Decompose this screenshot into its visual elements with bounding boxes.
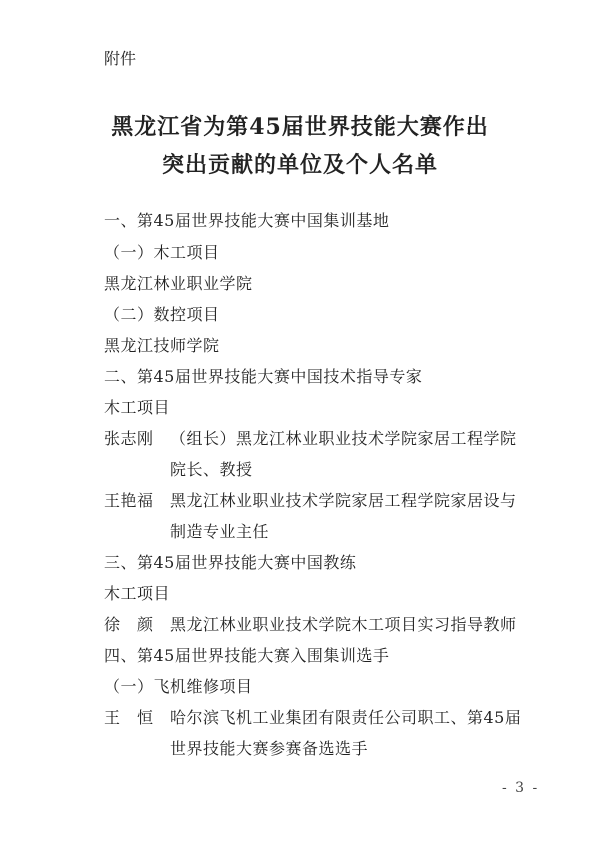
section-4-subheading: （一）飞机维修项目 (104, 677, 253, 696)
document-title-line-2: 突出贡献的单位及个人名单 (161, 152, 438, 178)
attachment-label: 附件 (104, 49, 137, 68)
section-2-person-2-desc-line-2: 制造专业主任 (170, 522, 270, 541)
section-2-person-2-desc-line-1: 黑龙江林业职业技术学院家居工程学院家居设与 (170, 491, 517, 510)
section-4-person-1-desc-line-2: 世界技能大赛参赛备选选手 (170, 739, 369, 758)
page-number: - 3 - (502, 780, 540, 796)
section-2-person-1-desc-line-2: 院长、教授 (170, 460, 253, 479)
document-title-line-1: 黑龙江省为第45届世界技能大赛作出 (111, 114, 489, 140)
section-3-person-1-name: 徐 颜 (104, 615, 154, 634)
section-4-person-1-name: 王 恒 (104, 708, 154, 727)
section-4-heading: 四、第45届世界技能大赛入围集训选手 (104, 646, 390, 665)
section-1-unit-2: 黑龙江技师学院 (104, 336, 220, 355)
section-1-subheading-2: （二）数控项目 (104, 305, 220, 324)
section-2-person-2-name: 王艳福 (104, 491, 154, 510)
section-2-heading: 二、第45届世界技能大赛中国技术指导专家 (104, 367, 423, 386)
section-3-heading: 三、第45届世界技能大赛中国教练 (104, 553, 357, 572)
section-4-person-1-desc-line-1: 哈尔滨飞机工业集团有限责任公司职工、第45届 (170, 708, 522, 727)
section-2-person-1-name: 张志刚 (104, 429, 154, 448)
section-1-heading: 一、第45届世界技能大赛中国集训基地 (104, 211, 390, 230)
section-3-subheading: 木工项目 (104, 584, 171, 603)
section-2-person-1-desc-line-1: （组长）黑龙江林业职业技术学院家居工程学院 (170, 429, 517, 448)
section-2-subheading: 木工项目 (104, 398, 171, 417)
section-1-unit-1: 黑龙江林业职业学院 (104, 274, 253, 293)
section-3-person-1-desc-line-1: 黑龙江林业职业技术学院木工项目实习指导教师 (170, 615, 517, 634)
section-1-subheading-1: （一）木工项目 (104, 243, 220, 262)
